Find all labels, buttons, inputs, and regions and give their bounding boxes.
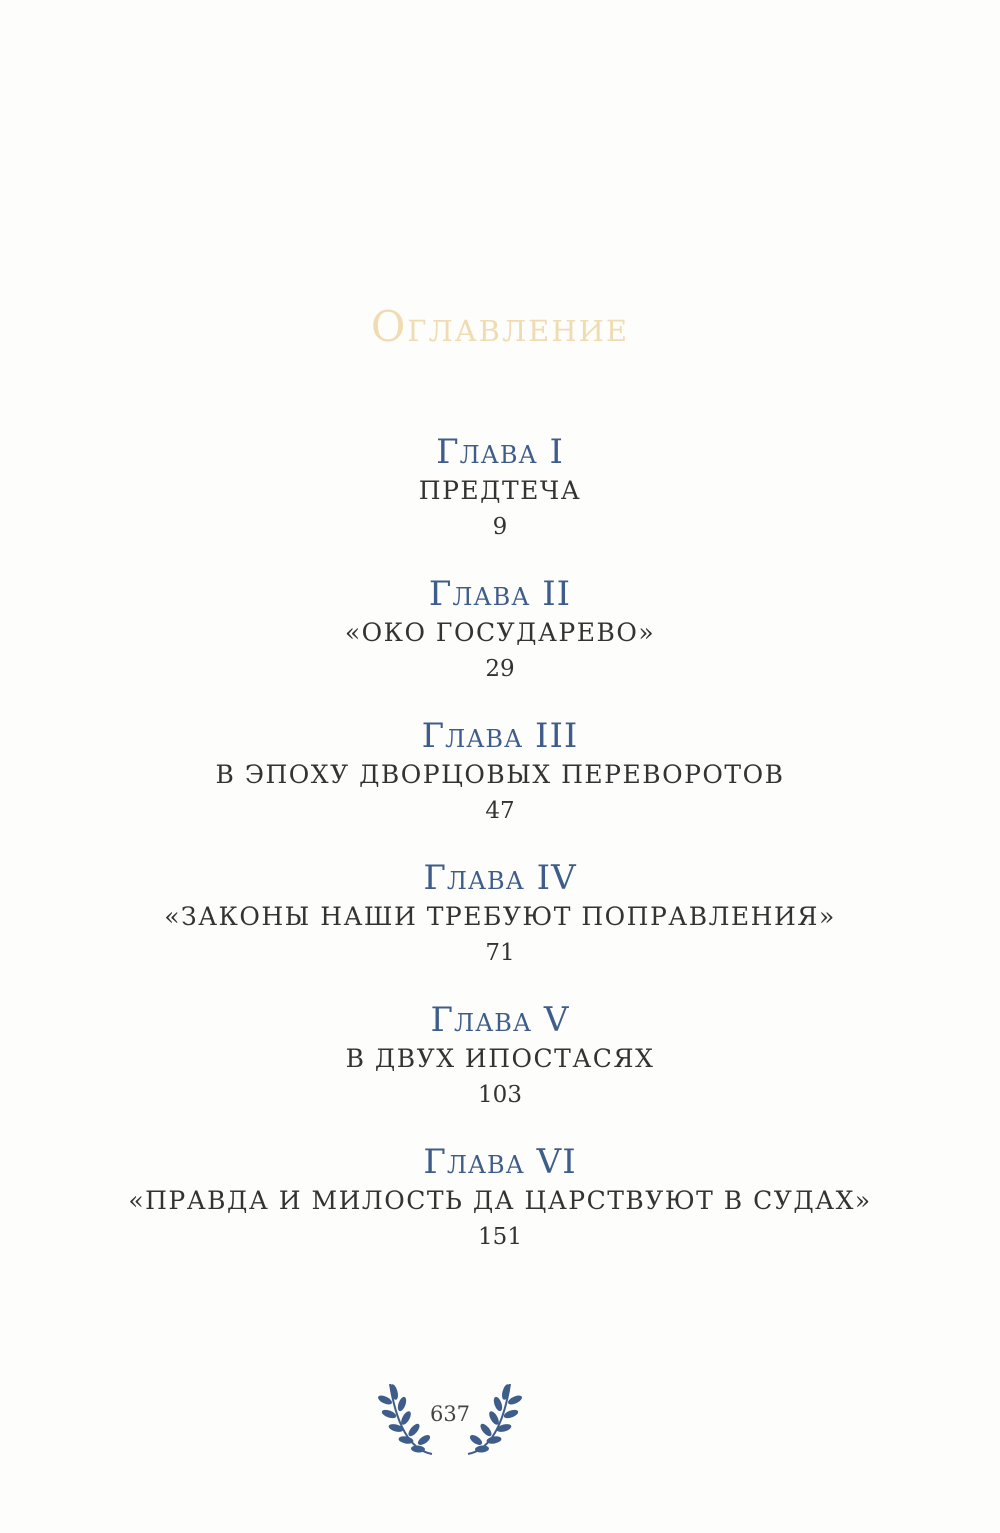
chapter-label: Глава II xyxy=(428,574,572,614)
chapter-page-number: 47 xyxy=(485,798,515,824)
chapter-title: «ПРАВДА И МИЛОСТЬ ДА ЦАРСТВУЮТ В СУДАХ» xyxy=(128,1186,872,1215)
chapter-1 xyxy=(0,432,1000,544)
chapter-title: В ЭПОХУ ДВОРЦОВЫХ ПЕРЕВОРОТОВ xyxy=(215,760,785,789)
chapter-6 xyxy=(0,1142,1000,1254)
chapter-title: В ДВУХ ИПОСТАСЯХ xyxy=(345,1044,655,1073)
chapter-2 xyxy=(0,574,1000,686)
chapter-3 xyxy=(0,716,1000,828)
chapter-page-number: 9 xyxy=(492,514,508,540)
footer xyxy=(370,1378,530,1458)
chapter-page-number: 71 xyxy=(485,940,515,966)
chapter-4 xyxy=(0,858,1000,970)
chapter-label: Глава IV xyxy=(423,858,577,898)
chapter-title: «ОКО ГОСУДАРЕВО» xyxy=(344,618,656,647)
page-number: 637 xyxy=(429,1402,471,1426)
chapter-page-number: 29 xyxy=(485,656,515,682)
chapter-title: ПРЕДТЕЧА xyxy=(418,476,582,505)
chapter-title: «ЗАКОНЫ НАШИ ТРЕБУЮТ ПОПРАВЛЕНИЯ» xyxy=(164,902,836,931)
chapter-label: Глава III xyxy=(421,716,579,756)
chapter-page-number: 103 xyxy=(478,1082,522,1108)
chapter-label: Глава VI xyxy=(423,1142,577,1182)
chapter-5 xyxy=(0,1000,1000,1112)
chapter-label: Глава V xyxy=(430,1000,570,1040)
chapter-page-number: 151 xyxy=(478,1224,522,1250)
chapter-label: Глава I xyxy=(436,432,564,472)
toc-title: Оглавление xyxy=(370,302,630,351)
